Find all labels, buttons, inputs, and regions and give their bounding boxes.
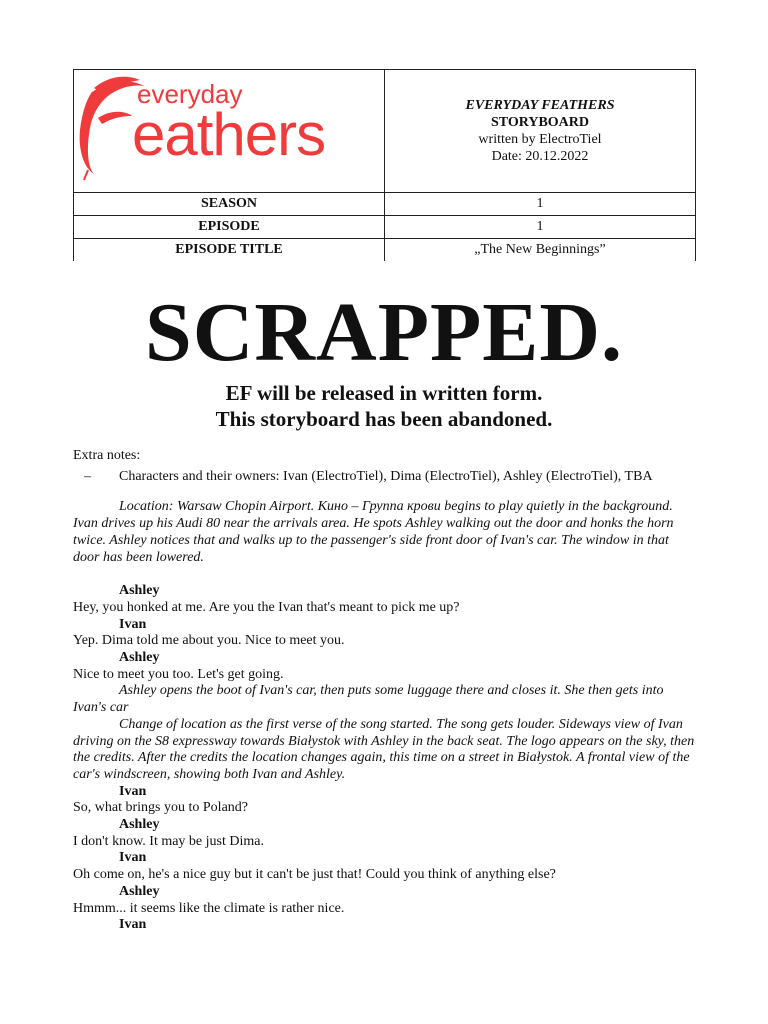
dialogue-line: Hey, you honked at me. Are you the Ivan that's meant to pick me up? [73, 599, 460, 615]
doc-date: Date: 20.12.2022 [491, 149, 589, 164]
episode-title-label: EPISODE TITLE [74, 239, 385, 262]
speaker-name: Ashley [119, 583, 160, 599]
action-line: Ashley opens the boot of Ivan's car, then puts some luggage there and closes it. She then gets into Ivan's car [73, 683, 664, 716]
speaker-name: Ashley [119, 650, 160, 666]
dialogue-line: I don't know. It may be just Dima. [73, 833, 264, 849]
speaker-name: Ivan [119, 616, 147, 632]
dialogue-line: Oh come on, he's a nice guy but it can't be just that! Could you think of anything else? [73, 867, 556, 883]
notice [0, 380, 768, 432]
episode-label: EPISODE [74, 216, 385, 239]
everyday-feathers-logo [74, 70, 385, 192]
speaker-name: Ivan [119, 917, 147, 933]
logo-cell [74, 70, 385, 193]
speaker-name: Ashley [119, 883, 160, 899]
scrapped-stamp: SCRAPPED. [144, 286, 623, 379]
dialogue-line: Nice to meet you too. Let's get going. [73, 666, 284, 682]
dialogue-line: So, what brings you to Poland? [73, 800, 248, 816]
logo-word-everyday: everyday [137, 79, 243, 109]
notice-line-2: This storyboard has been abandoned. [215, 407, 553, 431]
logo-word-feathers: eathers [132, 101, 326, 168]
note-text: Characters and their owners: Ivan (ElectroTiel), Dima (ElectroTiel), Ashley (ElectroTiel), TBA [119, 468, 653, 484]
season-value: 1 [385, 193, 696, 216]
notice-line-1: EF will be released in written form. [225, 381, 543, 405]
script-lines [73, 583, 697, 934]
speaker-name: Ivan [119, 783, 147, 799]
episode-value: 1 [385, 216, 696, 239]
list-item: – Characters and their owners: Ivan (ElectroTiel), Dima (ElectroTiel), Ashley (ElectroTiel), TBA [84, 468, 653, 484]
header-table [73, 69, 696, 261]
title-cell [385, 70, 696, 193]
action-line: Change of location as the first verse of the song started. The song gets louder. Sideways view of Ivan driving on the S8 expressway towards Białystok with Ashley in the back seat. The logo appears on the sky, then the credits. After the credits the location changes again, this time on a street in Białystok. A frontal view of the car's windscreen, showing both Ivan and Ashley. [73, 716, 695, 782]
doc-author: written by ElectroTiel [478, 132, 602, 147]
episode-title-value: „The New Beginnings” [385, 239, 696, 262]
speaker-name: Ashley [119, 817, 160, 833]
doc-title: EVERYDAY FEATHERS [465, 98, 615, 113]
speaker-name: Ivan [119, 850, 147, 866]
season-label: SEASON [74, 193, 385, 216]
notes-heading: Extra notes: [73, 448, 141, 463]
script-body [73, 448, 697, 934]
notes-list [73, 469, 697, 486]
location-description: Location: Warsaw Chopin Airport. Кино – Группа крови begins to play quietly in the background. Ivan drives up his Audi 80 near the arrivals area. He spots Ashley walking out the door and honks the horn twice. Ashley notices that and walks up to the passenger's side front door of Ivan's car. The window in that door has been lowered. [73, 499, 674, 565]
dialogue-line: Hmmm... it seems like the climate is rather nice. [73, 900, 345, 916]
doc-subtitle: STORYBOARD [490, 115, 590, 130]
dialogue-line: Yep. Dima told me about you. Nice to meet you. [73, 633, 345, 649]
